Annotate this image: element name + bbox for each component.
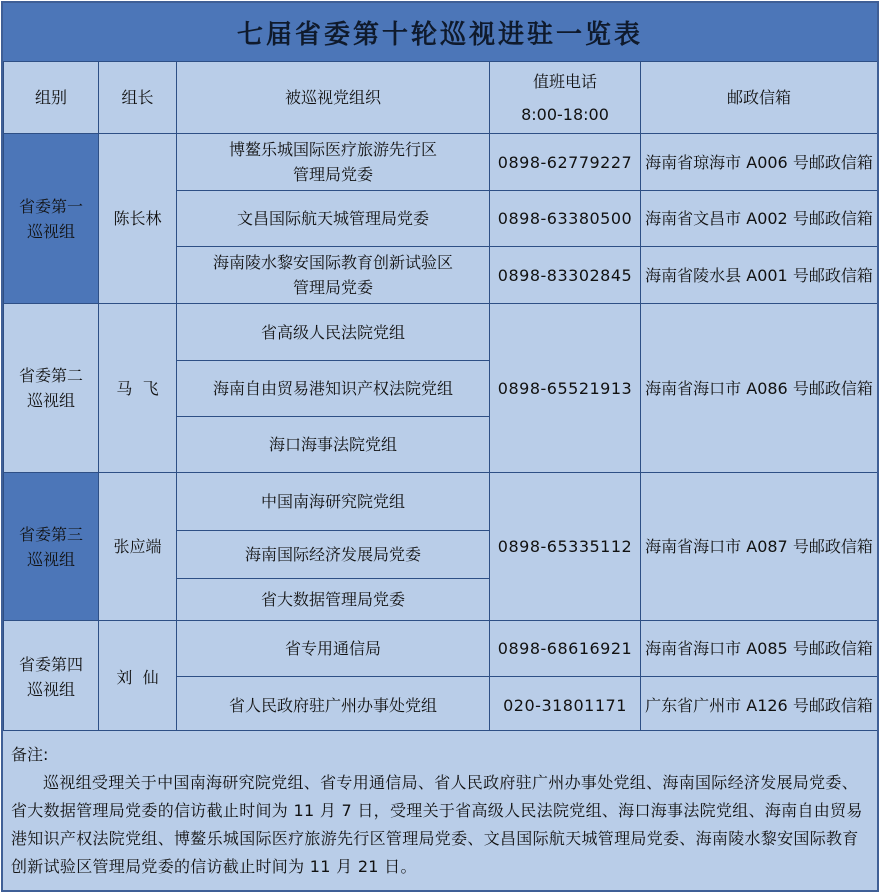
table-row: [4, 304, 878, 361]
header-phone-hours: 8:00-18:00: [521, 104, 609, 124]
header-leader: 组长: [99, 62, 177, 134]
phone-cell: 0898-63380500: [490, 191, 641, 247]
table-row: [4, 134, 878, 191]
org-cell: 文昌国际航天城管理局党委: [177, 191, 490, 247]
phone-cell: 0898-62779227: [490, 134, 641, 191]
phone-cell: 0898-68616921: [490, 621, 641, 677]
inspection-table: [3, 61, 878, 734]
header-org: 被巡视党组织: [177, 62, 490, 134]
notice-table: [1, 1, 879, 892]
org-cell: 海口海事法院党组: [177, 417, 490, 473]
mailbox-cell: 海南省海口市 A086 号邮政信箱: [641, 304, 878, 473]
org-cell: 省大数据管理局党委: [177, 579, 490, 621]
group-leader-1: 陈长林: [99, 134, 177, 304]
notes-label: 备注:: [11, 745, 49, 764]
group-name-4: 省委第四 巡视组: [4, 621, 99, 734]
group-name-3: 省委第三 巡视组: [4, 473, 99, 621]
header-mailbox: 邮政信箱: [641, 62, 878, 134]
notes-body: 巡视组受理关于中国南海研究院党组、省专用通信局、省人民政府驻广州办事处党组、海南国际经济发展局党委、省大数据管理局党委的信访截止时间为 11 月 7 日，受理关于省高级人民法院党组、海口海事法院党组、海南自由贸易港知识产权法院党组、博鳌乐城国际医疗旅游先行区管理局党委、文昌国际航天城管理局党委、海南陵水黎安国际教育创新试验区管理局党委的信访截止时间为 11 月 21 日。: [11, 773, 863, 876]
phone-cell: 0898-83302845: [490, 247, 641, 304]
group-name-1: 省委第一 巡视组: [4, 134, 99, 304]
org-cell: 中国南海研究院党组: [177, 473, 490, 531]
group-leader-2: 马 飞: [99, 304, 177, 473]
mailbox-cell: 海南省海口市 A085 号邮政信箱: [641, 621, 878, 677]
group-leader-4: 刘 仙: [99, 621, 177, 734]
phone-cell: 020-31801171: [490, 677, 641, 734]
phone-cell: 0898-65521913: [490, 304, 641, 473]
org-cell: 省高级人民法院党组: [177, 304, 490, 361]
mailbox-cell: 海南省文昌市 A002 号邮政信箱: [641, 191, 878, 247]
table-row: [4, 621, 878, 677]
notes-section: [3, 730, 877, 892]
header-phone-label: 值班电话: [532, 71, 597, 91]
group-leader-3: 张应端: [99, 473, 177, 621]
group-name-2: 省委第二 巡视组: [4, 304, 99, 473]
header-row: [4, 62, 878, 134]
org-cell: 省专用通信局: [177, 621, 490, 677]
mailbox-cell: 海南省琼海市 A006 号邮政信箱: [641, 134, 878, 191]
header-phone: [490, 62, 641, 134]
phone-cell: 0898-65335112: [490, 473, 641, 621]
table-title: 七届省委第十轮巡视进驻一览表: [3, 3, 877, 62]
org-cell: 海南国际经济发展局党委: [177, 531, 490, 579]
org-cell: 海南陵水黎安国际教育创新试验区 管理局党委: [177, 247, 490, 304]
org-cell: 海南自由贸易港知识产权法院党组: [177, 361, 490, 417]
mailbox-cell: 海南省海口市 A087 号邮政信箱: [641, 473, 878, 621]
header-group: 组别: [4, 62, 99, 134]
org-cell: 博鳌乐城国际医疗旅游先行区 管理局党委: [177, 134, 490, 191]
mailbox-cell: 海南省陵水县 A001 号邮政信箱: [641, 247, 878, 304]
mailbox-cell: 广东省广州市 A126 号邮政信箱: [641, 677, 878, 734]
table-row: [4, 473, 878, 531]
org-cell: 省人民政府驻广州办事处党组: [177, 677, 490, 734]
